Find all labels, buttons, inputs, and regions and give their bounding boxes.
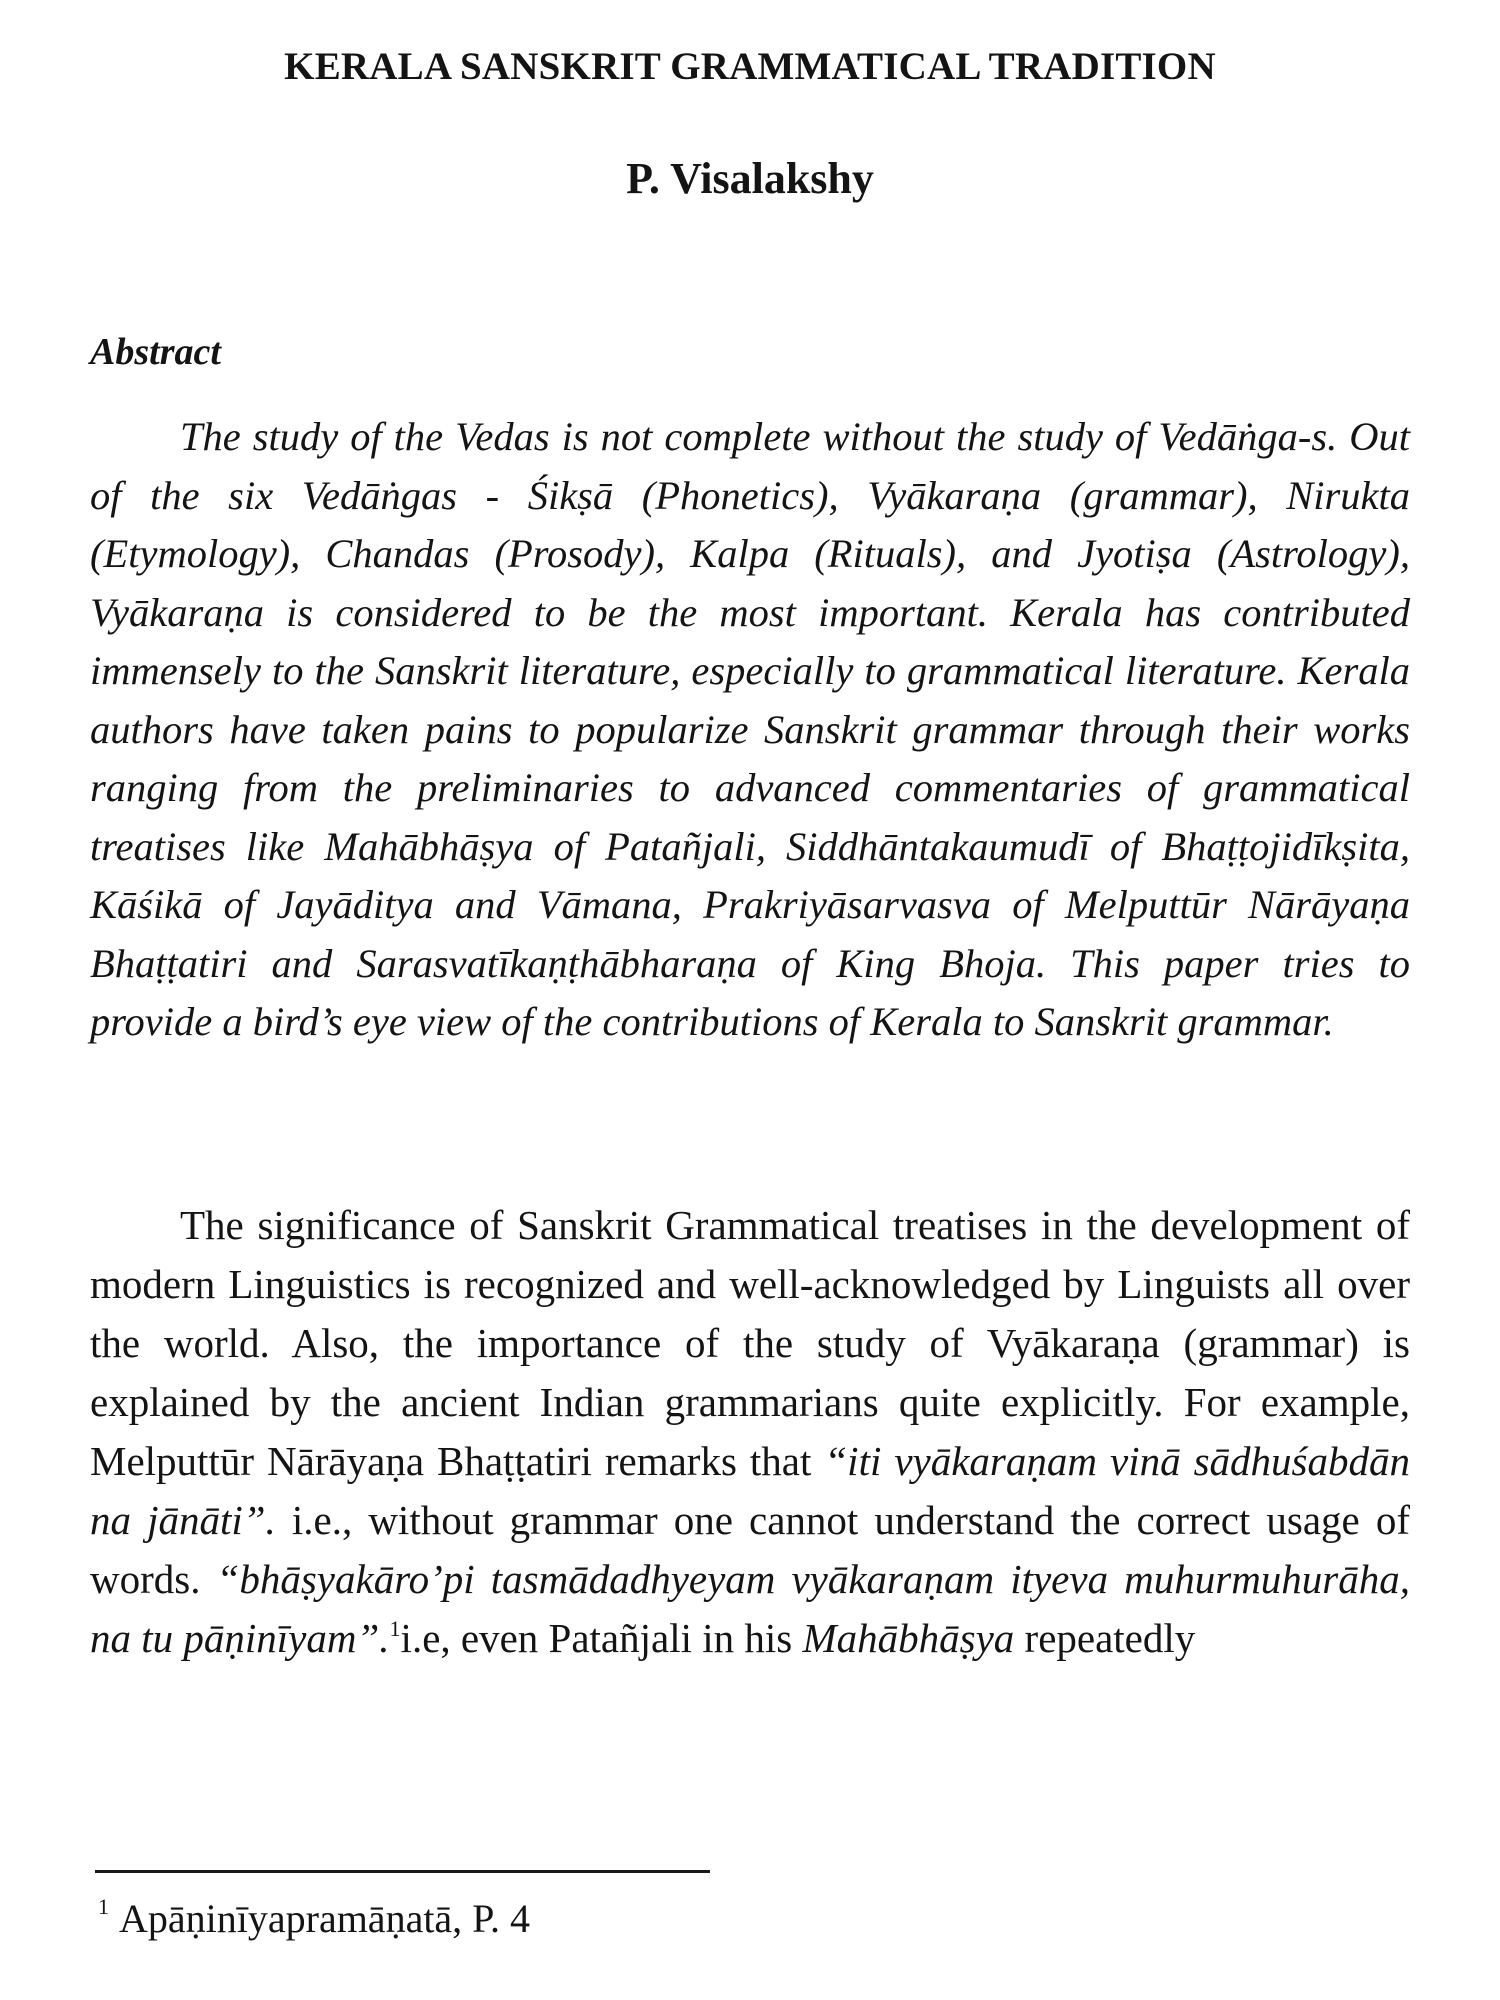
quote-iti-vyakaranam: “iti vyākaraṇam vinā sādhuśabdān na jānāti”. <box>90 1438 1410 1543</box>
paper-title: KERALA SANSKRIT GRAMMATICAL TRADITION <box>284 45 1216 88</box>
footnote-text: Apāṇinīyapramāṇatā, P. 4 <box>119 1896 530 1941</box>
body-text-part-2: i.e., without grammar one cannot understand the correct usage of words. <box>90 1497 1410 1602</box>
footnote-number: 1 <box>98 1894 109 1919</box>
footnote <box>98 1895 530 1942</box>
footnote-divider <box>95 1870 710 1873</box>
author-name: P. Visalakshy <box>626 154 874 203</box>
work-title-mahabhasya: Mahābhāṣya <box>802 1615 1015 1661</box>
footnote-reference[interactable]: 1 <box>389 1616 401 1641</box>
body-text-part-3: i.e, even Patañjali in his <box>400 1615 803 1661</box>
body-paragraph <box>90 1196 1410 1668</box>
body-text-part-1: The significance of Sanskrit Grammatical treatises in the development of modern Linguistics is recognized and well-acknowledged by Linguists all over the world. Also, the importance of the study of Vyākaraṇa (grammar) is explained by the ancient Indian grammarians quite explicitly. For example, Melputtūr Nārāyaṇa Bhaṭṭatiri remarks that <box>90 1202 1410 1484</box>
quote-bhasyakaro: “bhāṣyakāro’pi tasmādadhyeyam vyākaraṇam ityeva muhurmuhurāha, na tu pāṇinīyam”. <box>90 1556 1411 1661</box>
abstract-heading: Abstract <box>90 331 221 373</box>
body-text-part-4: repeatedly <box>1014 1615 1196 1661</box>
abstract-paragraph: The study of the Vedas is not complete without the study of Vedāṅga-s. Out of the six Vedāṅgas - Śikṣā (Phonetics), Vyākaraṇa (grammar), Nirukta (Etymology), Chandas (Prosody), Kalpa (Rituals), and Jyotiṣa (Astrology), Vyākaraṇa is considered to be the most important. Kerala has contributed immensely to the Sanskrit literature, especially to grammatical literature. Kerala authors have taken pains to popularize Sanskrit grammar through their works ranging from the preliminaries to advanced commentaries of grammatical treatises like Mahābhāṣya of Patañjali, Siddhāntakaumudī of Bhaṭṭojidīkṣita, Kāśikā of Jayāditya and Vāmana, Prakriyāsarvasva of Melputtūr Nārāyaṇa Bhaṭṭatiri and Sarasvatīkaṇṭhābharaṇa of King Bhoja. This paper tries to provide a bird’s eye view of the contributions of Kerala to Sanskrit grammar. <box>90 414 1410 1044</box>
